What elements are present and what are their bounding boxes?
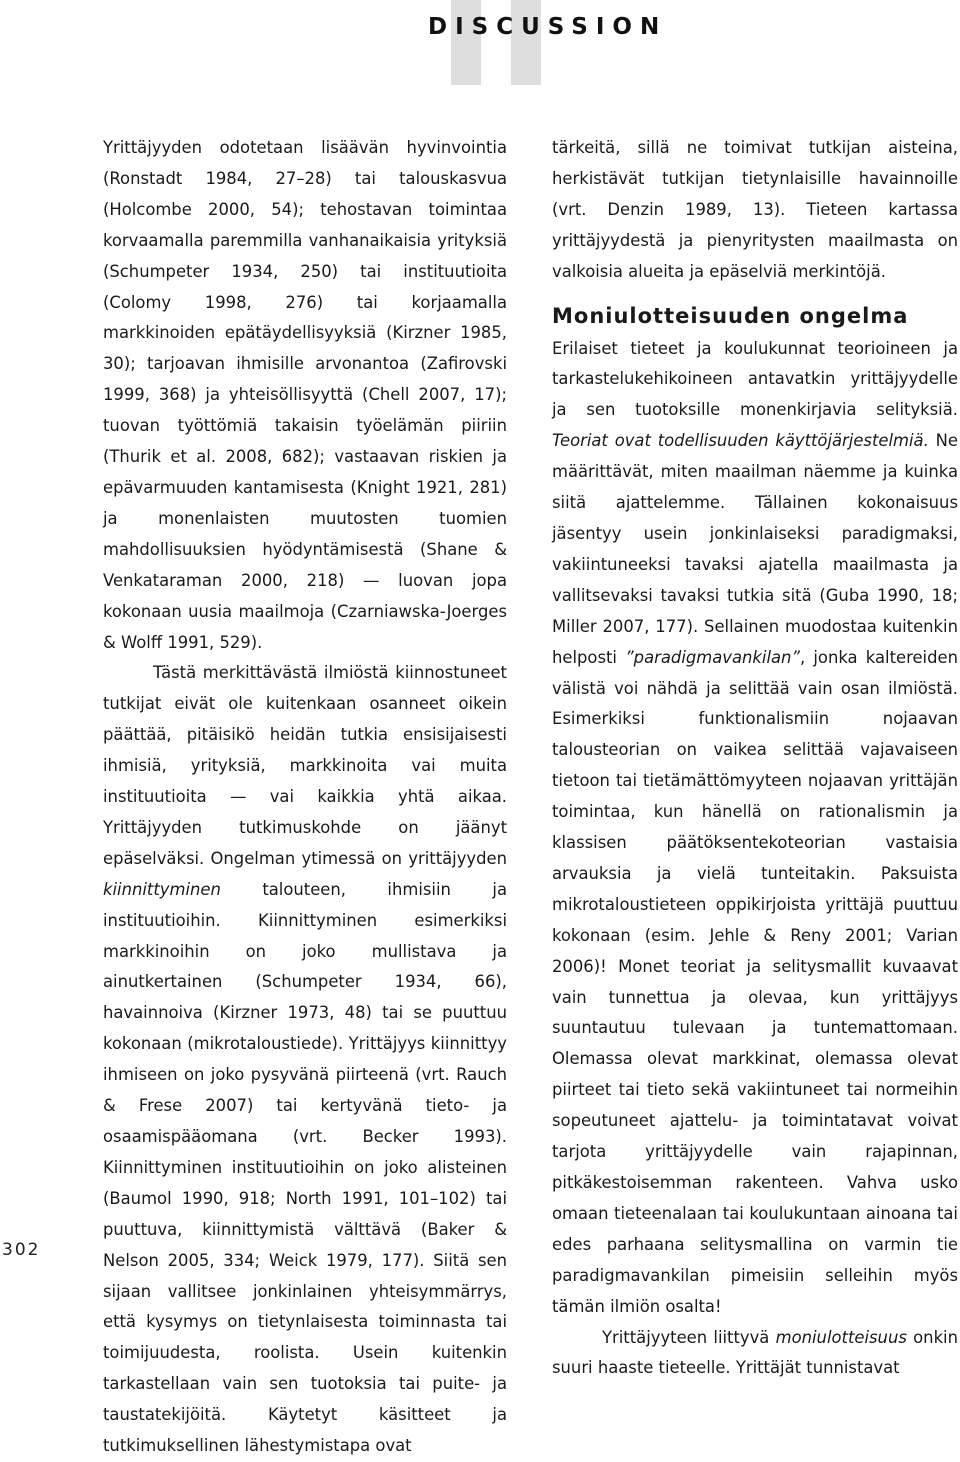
paragraph	[103, 658, 507, 1462]
subsection-heading: Moniulotteisuuden ongelma	[552, 303, 909, 328]
emphasis: ”paradigmavankilan”	[625, 647, 800, 667]
text-run: onkin suuri haaste tieteelle. Yrittäjät tunnistavat	[552, 1327, 958, 1378]
text-run: Yrittäjyyteen liittyvä	[602, 1327, 776, 1347]
emphasis: moniulotteisuus	[775, 1327, 907, 1347]
text-run: Erilaiset tieteet ja koulukunnat teorioineen ja tarkastelukehikoineen antavatkin yrittäjyydelle ja sen tuotoksille monenkirjavia selityksiä.	[552, 338, 958, 420]
emphasis: kiinnittyminen	[103, 879, 221, 899]
left-column	[103, 133, 507, 1462]
text-run: , jonka kaltereiden välistä voi nähdä ja selittää vain osan ilmiöstä. Esimerkiksi funktionalismiin nojaavan talousteorian on vaikea selittää vajavaiseen tietoon tai tietämättömyyteen nojaavan yrittäjän toimintaa, kun hänellä on rationalismin ja klassisen päätöksentekoteorian vastaisia arvauksia ja vielä tunteitakin. Paksuista mikrotaloustieteen oppikirjoista yrittäjä puuttuu kokonaan (esim. Jehle & Reny 2001; Varian 2006)! Monet teoriat ja selitysmallit kuvaavat vain tunnettua ja olevaa, kun yrittäjyys suuntautuu tulevaan ja tuntemattomaan. Olemassa olevat markkinat, olemassa olevat piirteet tai tieto sekä vakiintuneet tai normeihin sopeutuneet ajattelu- ja toimintatavat voivat tarjota yrittäjyydelle vain rajapinnan, pitkäkestoisemman rakenteen. Vahva usko omaan tieteenalaan tai koulukuntaan ainoana tai edes parhaana selitysmallina on varmin tie paradigmavankilan pimeisiin selleihin myös tämän ilmiön osalta!	[552, 647, 958, 1316]
header-decor-bar	[451, 0, 481, 85]
paragraph: Yrittäjyyden odotetaan lisäävän hyvinvointia (Ronstadt 1984, 27–28) tai talouskasvua (Holcombe 2000, 54); tehostavan toimintaa korvaamalla paremmilla vanhanaikaisia yrityksiä (Schumpeter 1934, 250) tai instituutioita (Colomy 1998, 276) tai korjaamalla markkinoiden epätäydellisyyksiä (Kirzner 1985, 30); tarjoavan ihmisille arvonantoa (Zafirovski 1999, 368) ja yhteisöllisyyttä (Chell 2007, 17); tuovan työttömiä takaisin työelämän piiriin (Thurik et al. 2008, 682); vastaavan riskien ja epävarmuuden kantamisesta (Knight 1921, 281) ja monenlaisten muutosten tuomien mahdollisuuksien hyödyntämisestä (Shane & Venkataraman 2000, 218) — luovan jopa kokonaan uusia maailmoja (Czarniawska-Joerges & Wolff 1991, 529).	[103, 138, 507, 652]
paragraph: tärkeitä, sillä ne toimivat tutkijan aisteina, herkistävät tutkijan tietynlaisille havainnoille (vrt. Denzin 1989, 13). Tieteen kartassa yrittäjyydestä ja pienyritysten maailmasta on valkoisia alueita ja epäselviä merkintöjä.	[552, 138, 958, 281]
emphasis: Teoriat ovat todellisuuden käyttöjärjestelmiä.	[552, 431, 929, 451]
paragraph	[552, 1323, 958, 1385]
paragraph	[552, 334, 958, 1323]
text-run: Tästä merkittävästä ilmiöstä kiinnostuneet tutkijat eivät ole kuitenkaan osanneet oikein päättää, pitäisikö heidän tutkia ensisijaisesti ihmisiä, yrityksiä, markkinoita vai muita instituutioita — vai kaikkia yhtä aikaa. Yrittäjyyden tutkimuskohde on jäänyt epäselväksi. Ongelman ytimessä on yrittäjyyden	[103, 663, 507, 868]
text-run: talouteen, ihmisiin ja instituutioihin. Kiinnittyminen esimerkiksi markkinoihin on joko mullistava ja ainutkertainen (Schumpeter 1934, 66), havainnoiva (Kirzner 1973, 48) tai se puuttuu kokonaan (mikrotaloustiede). Yrittäjyys kiinnittyy ihmiseen on joko pysyvänä piirteenä (vrt. Rauch & Frese 2007) tai kertyvänä tieto- ja osaamispääomana (vrt. Becker 1993). Kiinnittyminen instituutioihin on joko alisteinen (Baumol 1990, 918; North 1991, 101–102) tai puuttuva, kiinnittymistä välttävä (Baker & Nelson 2005, 334; Weick 1979, 177). Siitä sen sijaan vallitsee jonkinlainen yhteisymmärrys, että kysymys on tietynlaisesta toiminnasta tai toimijuudesta, roolista. Usein kuitenkin tarkastellaan vain sen tuotoksia tai puite- ja taustatekijöitä. Käytetyt käsitteet ja tutkimuksellinen lähestymistapa ovat	[103, 879, 507, 1456]
page-number: 302	[2, 1240, 41, 1260]
header-decor-bar	[511, 0, 541, 85]
section-title: DISCUSSION	[428, 14, 668, 40]
right-column	[552, 133, 958, 1384]
text-run: Ne määrittävät, miten maailman näemme ja kuinka siitä ajattelemme. Tällainen kokonaisuus jäsentyy usein jonkinlaiseksi paradigmaksi, vakiintuneeksi tavaksi ajatella maailmasta ja vallitsevaksi tavaksi tutkia sitä (Guba 1990, 18; Miller 2007, 177). Sellainen muodostaa kuitenkin helposti	[552, 431, 958, 667]
